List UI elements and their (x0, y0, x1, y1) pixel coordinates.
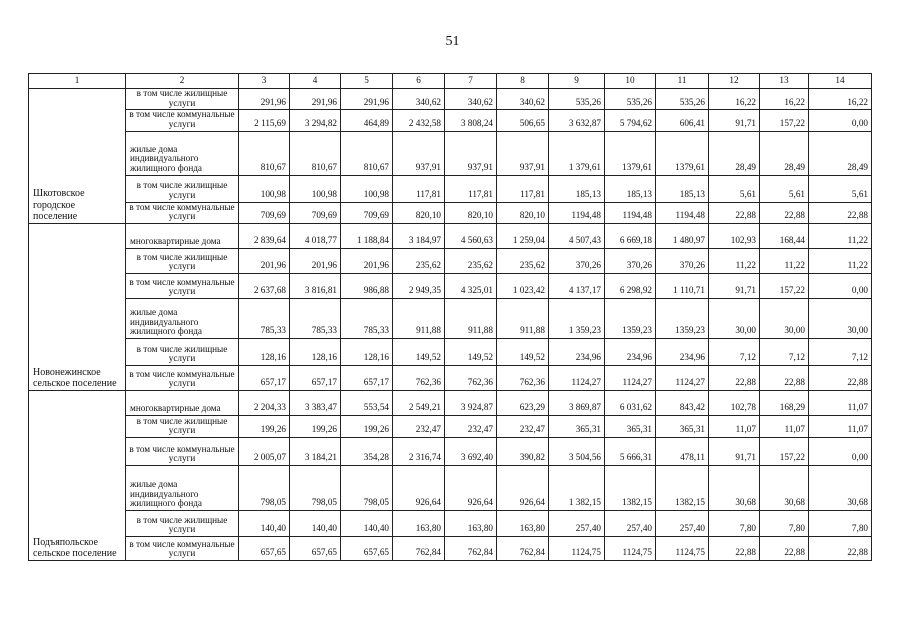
value-cell: 623,29 (497, 390, 549, 415)
value-cell: 0,00 (809, 437, 872, 465)
row-label: в том числе коммунальные услуги (126, 437, 239, 465)
value-cell: 7,80 (809, 510, 872, 536)
value-cell: 762,36 (497, 365, 549, 390)
value-cell: 91,71 (709, 437, 760, 465)
value-cell: 117,81 (497, 175, 549, 202)
value-cell: 185,13 (605, 175, 656, 202)
value-cell: 11,07 (760, 415, 809, 437)
value-cell: 30,68 (760, 465, 809, 510)
value-cell: 7,12 (809, 338, 872, 365)
value-cell: 7,12 (760, 338, 809, 365)
value-cell: 5 794,62 (605, 110, 656, 131)
value-cell: 1359,23 (656, 298, 709, 338)
value-cell: 6 031,62 (605, 390, 656, 415)
value-cell: 798,05 (341, 465, 393, 510)
column-number-row (29, 74, 872, 89)
value-cell: 464,89 (341, 110, 393, 131)
value-cell: 3 632,87 (549, 110, 605, 131)
value-cell: 340,62 (445, 89, 497, 110)
row-label: в том числе коммунальные услуги (126, 536, 239, 560)
value-cell: 163,80 (393, 510, 445, 536)
value-cell: 911,88 (497, 298, 549, 338)
value-cell: 365,31 (605, 415, 656, 437)
value-cell: 22,88 (809, 202, 872, 223)
value-cell: 235,62 (497, 248, 549, 273)
value-cell: 926,64 (497, 465, 549, 510)
value-cell: 234,96 (605, 338, 656, 365)
value-cell: 28,49 (709, 131, 760, 175)
value-cell: 257,40 (549, 510, 605, 536)
value-cell: 168,29 (760, 390, 809, 415)
value-cell: 4 560,63 (445, 223, 497, 248)
value-cell: 16,22 (709, 89, 760, 110)
value-cell: 820,10 (497, 202, 549, 223)
row-label: многоквартирные дома (126, 223, 239, 248)
value-cell: 257,40 (605, 510, 656, 536)
table-row (29, 110, 872, 131)
value-cell: 1 480,97 (656, 223, 709, 248)
table-row (29, 89, 872, 110)
value-cell: 709,69 (239, 202, 290, 223)
value-cell: 257,40 (656, 510, 709, 536)
value-cell: 506,65 (497, 110, 549, 131)
value-cell: 91,71 (709, 273, 760, 298)
settlement-name: Подъяпольское сельское поселение (29, 390, 126, 560)
column-number: 13 (760, 74, 809, 89)
value-cell: 762,36 (445, 365, 497, 390)
value-cell: 163,80 (497, 510, 549, 536)
value-cell: 2 005,07 (239, 437, 290, 465)
value-cell: 235,62 (445, 248, 497, 273)
value-cell: 11,07 (809, 390, 872, 415)
row-label: в том числе коммунальные услуги (126, 110, 239, 131)
value-cell: 365,31 (549, 415, 605, 437)
value-cell: 22,88 (809, 536, 872, 560)
settlement-name: Шкотовское городское поселение (29, 89, 126, 224)
value-cell: 6 298,92 (605, 273, 656, 298)
value-cell: 291,96 (290, 89, 341, 110)
column-number: 7 (445, 74, 497, 89)
value-cell: 3 383,47 (290, 390, 341, 415)
value-cell: 199,26 (290, 415, 341, 437)
value-cell: 128,16 (290, 338, 341, 365)
column-number: 2 (126, 74, 239, 89)
value-cell: 102,93 (709, 223, 760, 248)
table-row (29, 365, 872, 390)
value-cell: 234,96 (656, 338, 709, 365)
value-cell: 535,26 (605, 89, 656, 110)
value-cell: 2 432,58 (393, 110, 445, 131)
value-cell: 22,88 (760, 365, 809, 390)
value-cell: 1382,15 (656, 465, 709, 510)
value-cell: 1124,75 (605, 536, 656, 560)
value-cell: 1382,15 (605, 465, 656, 510)
value-cell: 3 869,87 (549, 390, 605, 415)
column-number: 10 (605, 74, 656, 89)
value-cell: 762,84 (445, 536, 497, 560)
value-cell: 201,96 (341, 248, 393, 273)
value-cell: 1124,27 (605, 365, 656, 390)
value-cell: 3 924,87 (445, 390, 497, 415)
value-cell: 199,26 (341, 415, 393, 437)
column-number: 9 (549, 74, 605, 89)
value-cell: 16,22 (809, 89, 872, 110)
value-cell: 785,33 (290, 298, 341, 338)
value-cell: 937,91 (393, 131, 445, 175)
column-number: 4 (290, 74, 341, 89)
value-cell: 22,88 (709, 365, 760, 390)
value-cell: 30,68 (709, 465, 760, 510)
page-number: 51 (445, 34, 460, 49)
value-cell: 185,13 (549, 175, 605, 202)
row-label: жилые дома индивидуального жилищного фонда (126, 465, 239, 510)
value-cell: 390,82 (497, 437, 549, 465)
value-cell: 785,33 (239, 298, 290, 338)
value-cell: 2 839,64 (239, 223, 290, 248)
value-cell: 785,33 (341, 298, 393, 338)
value-cell: 157,22 (760, 110, 809, 131)
value-cell: 657,17 (239, 365, 290, 390)
value-cell: 5,61 (809, 175, 872, 202)
value-cell: 11,22 (809, 248, 872, 273)
value-cell: 657,65 (239, 536, 290, 560)
value-cell: 1 023,42 (497, 273, 549, 298)
value-cell: 3 184,21 (290, 437, 341, 465)
value-cell: 235,62 (393, 248, 445, 273)
value-cell: 11,07 (809, 415, 872, 437)
value-cell: 1124,75 (656, 536, 709, 560)
column-number: 6 (393, 74, 445, 89)
value-cell: 22,88 (760, 202, 809, 223)
value-cell: 91,71 (709, 110, 760, 131)
tariff-table (28, 73, 872, 561)
value-cell: 810,67 (341, 131, 393, 175)
value-cell: 1194,48 (605, 202, 656, 223)
value-cell: 163,80 (445, 510, 497, 536)
value-cell: 370,26 (656, 248, 709, 273)
value-cell: 535,26 (656, 89, 709, 110)
value-cell: 370,26 (549, 248, 605, 273)
table-row (29, 273, 872, 298)
table-row (29, 248, 872, 273)
row-label: многоквартирные дома (126, 390, 239, 415)
value-cell: 100,98 (341, 175, 393, 202)
value-cell: 911,88 (393, 298, 445, 338)
value-cell: 1 259,04 (497, 223, 549, 248)
value-cell: 6 669,18 (605, 223, 656, 248)
value-cell: 1124,75 (549, 536, 605, 560)
value-cell: 149,52 (497, 338, 549, 365)
value-cell: 3 816,81 (290, 273, 341, 298)
value-cell: 30,68 (809, 465, 872, 510)
value-cell: 709,69 (290, 202, 341, 223)
value-cell: 370,26 (605, 248, 656, 273)
value-cell: 1 379,61 (549, 131, 605, 175)
value-cell: 149,52 (445, 338, 497, 365)
value-cell: 117,81 (393, 175, 445, 202)
value-cell: 2 549,21 (393, 390, 445, 415)
value-cell: 3 294,82 (290, 110, 341, 131)
value-cell: 1 359,23 (549, 298, 605, 338)
column-number: 14 (809, 74, 872, 89)
value-cell: 185,13 (656, 175, 709, 202)
row-label: в том числе коммунальные услуги (126, 365, 239, 390)
value-cell: 140,40 (239, 510, 290, 536)
value-cell: 606,41 (656, 110, 709, 131)
table-row (29, 465, 872, 510)
value-cell: 4 325,01 (445, 273, 497, 298)
value-cell: 11,22 (760, 248, 809, 273)
value-cell: 30,00 (809, 298, 872, 338)
value-cell: 1379,61 (605, 131, 656, 175)
row-label: в том числе жилищные услуги (126, 415, 239, 437)
value-cell: 762,36 (393, 365, 445, 390)
value-cell: 365,31 (656, 415, 709, 437)
value-cell: 3 184,97 (393, 223, 445, 248)
value-cell: 4 018,77 (290, 223, 341, 248)
value-cell: 100,98 (290, 175, 341, 202)
value-cell: 762,84 (497, 536, 549, 560)
column-number: 1 (29, 74, 126, 89)
value-cell: 937,91 (497, 131, 549, 175)
value-cell: 798,05 (290, 465, 341, 510)
value-cell: 340,62 (497, 89, 549, 110)
value-cell: 201,96 (239, 248, 290, 273)
value-cell: 2 637,68 (239, 273, 290, 298)
row-label: в том числе жилищные услуги (126, 510, 239, 536)
value-cell: 4 507,43 (549, 223, 605, 248)
value-cell: 234,96 (549, 338, 605, 365)
table-row (29, 202, 872, 223)
value-cell: 798,05 (239, 465, 290, 510)
value-cell: 0,00 (809, 273, 872, 298)
value-cell: 7,80 (760, 510, 809, 536)
value-cell: 28,49 (760, 131, 809, 175)
value-cell: 820,10 (393, 202, 445, 223)
value-cell: 657,17 (341, 365, 393, 390)
value-cell: 22,88 (709, 536, 760, 560)
value-cell: 3 692,40 (445, 437, 497, 465)
value-cell: 2 115,69 (239, 110, 290, 131)
value-cell: 11,22 (809, 223, 872, 248)
value-cell: 22,88 (809, 365, 872, 390)
value-cell: 535,26 (549, 89, 605, 110)
row-label: в том числе жилищные услуги (126, 89, 239, 110)
table-row (29, 131, 872, 175)
value-cell: 1194,48 (656, 202, 709, 223)
value-cell: 3 808,24 (445, 110, 497, 131)
value-cell: 30,00 (760, 298, 809, 338)
table-row (29, 223, 872, 248)
value-cell: 340,62 (393, 89, 445, 110)
value-cell: 810,67 (290, 131, 341, 175)
value-cell: 168,44 (760, 223, 809, 248)
value-cell: 7,80 (709, 510, 760, 536)
table-row (29, 510, 872, 536)
value-cell: 149,52 (393, 338, 445, 365)
value-cell: 232,47 (497, 415, 549, 437)
value-cell: 117,81 (445, 175, 497, 202)
value-cell: 28,49 (809, 131, 872, 175)
value-cell: 1194,48 (549, 202, 605, 223)
table-row (29, 298, 872, 338)
value-cell: 553,54 (341, 390, 393, 415)
value-cell: 291,96 (239, 89, 290, 110)
row-label: в том числе жилищные услуги (126, 175, 239, 202)
value-cell: 3 504,56 (549, 437, 605, 465)
table-row (29, 390, 872, 415)
value-cell: 5,61 (760, 175, 809, 202)
value-cell: 843,42 (656, 390, 709, 415)
value-cell: 4 137,17 (549, 273, 605, 298)
value-cell: 926,64 (393, 465, 445, 510)
value-cell: 1124,27 (656, 365, 709, 390)
value-cell: 100,98 (239, 175, 290, 202)
value-cell: 16,22 (760, 89, 809, 110)
value-cell: 128,16 (341, 338, 393, 365)
settlement-name: Новонежинское сельское поселение (29, 223, 126, 390)
value-cell: 232,47 (393, 415, 445, 437)
value-cell: 810,67 (239, 131, 290, 175)
value-cell: 657,65 (290, 536, 341, 560)
column-number: 11 (656, 74, 709, 89)
table-row (29, 338, 872, 365)
value-cell: 201,96 (290, 248, 341, 273)
value-cell: 0,00 (809, 110, 872, 131)
value-cell: 157,22 (760, 437, 809, 465)
value-cell: 986,88 (341, 273, 393, 298)
value-cell: 709,69 (341, 202, 393, 223)
row-label: в том числе коммунальные услуги (126, 202, 239, 223)
value-cell: 128,16 (239, 338, 290, 365)
value-cell: 1124,27 (549, 365, 605, 390)
table-row (29, 415, 872, 437)
value-cell: 22,88 (709, 202, 760, 223)
table-row (29, 175, 872, 202)
column-number: 12 (709, 74, 760, 89)
row-label: в том числе жилищные услуги (126, 248, 239, 273)
value-cell: 937,91 (445, 131, 497, 175)
value-cell: 102,78 (709, 390, 760, 415)
value-cell: 5 666,31 (605, 437, 656, 465)
value-cell: 291,96 (341, 89, 393, 110)
row-label: жилые дома индивидуального жилищного фонда (126, 298, 239, 338)
value-cell: 657,17 (290, 365, 341, 390)
row-label: жилые дома индивидуального жилищного фонда (126, 131, 239, 175)
value-cell: 2 204,33 (239, 390, 290, 415)
column-number: 3 (239, 74, 290, 89)
value-cell: 11,22 (709, 248, 760, 273)
value-cell: 7,12 (709, 338, 760, 365)
value-cell: 911,88 (445, 298, 497, 338)
value-cell: 140,40 (290, 510, 341, 536)
value-cell: 5,61 (709, 175, 760, 202)
value-cell: 2 949,35 (393, 273, 445, 298)
value-cell: 762,84 (393, 536, 445, 560)
value-cell: 11,07 (709, 415, 760, 437)
value-cell: 354,28 (341, 437, 393, 465)
row-label: в том числе коммунальные услуги (126, 273, 239, 298)
value-cell: 657,65 (341, 536, 393, 560)
value-cell: 1 382,15 (549, 465, 605, 510)
value-cell: 1 110,71 (656, 273, 709, 298)
value-cell: 478,11 (656, 437, 709, 465)
value-cell: 22,88 (760, 536, 809, 560)
table-row (29, 437, 872, 465)
value-cell: 30,00 (709, 298, 760, 338)
value-cell: 2 316,74 (393, 437, 445, 465)
value-cell: 820,10 (445, 202, 497, 223)
value-cell: 1 188,84 (341, 223, 393, 248)
table-row (29, 536, 872, 560)
value-cell: 232,47 (445, 415, 497, 437)
value-cell: 1359,23 (605, 298, 656, 338)
value-cell: 157,22 (760, 273, 809, 298)
column-number: 5 (341, 74, 393, 89)
column-number: 8 (497, 74, 549, 89)
row-label: в том числе жилищные услуги (126, 338, 239, 365)
value-cell: 199,26 (239, 415, 290, 437)
value-cell: 926,64 (445, 465, 497, 510)
value-cell: 140,40 (341, 510, 393, 536)
value-cell: 1379,61 (656, 131, 709, 175)
